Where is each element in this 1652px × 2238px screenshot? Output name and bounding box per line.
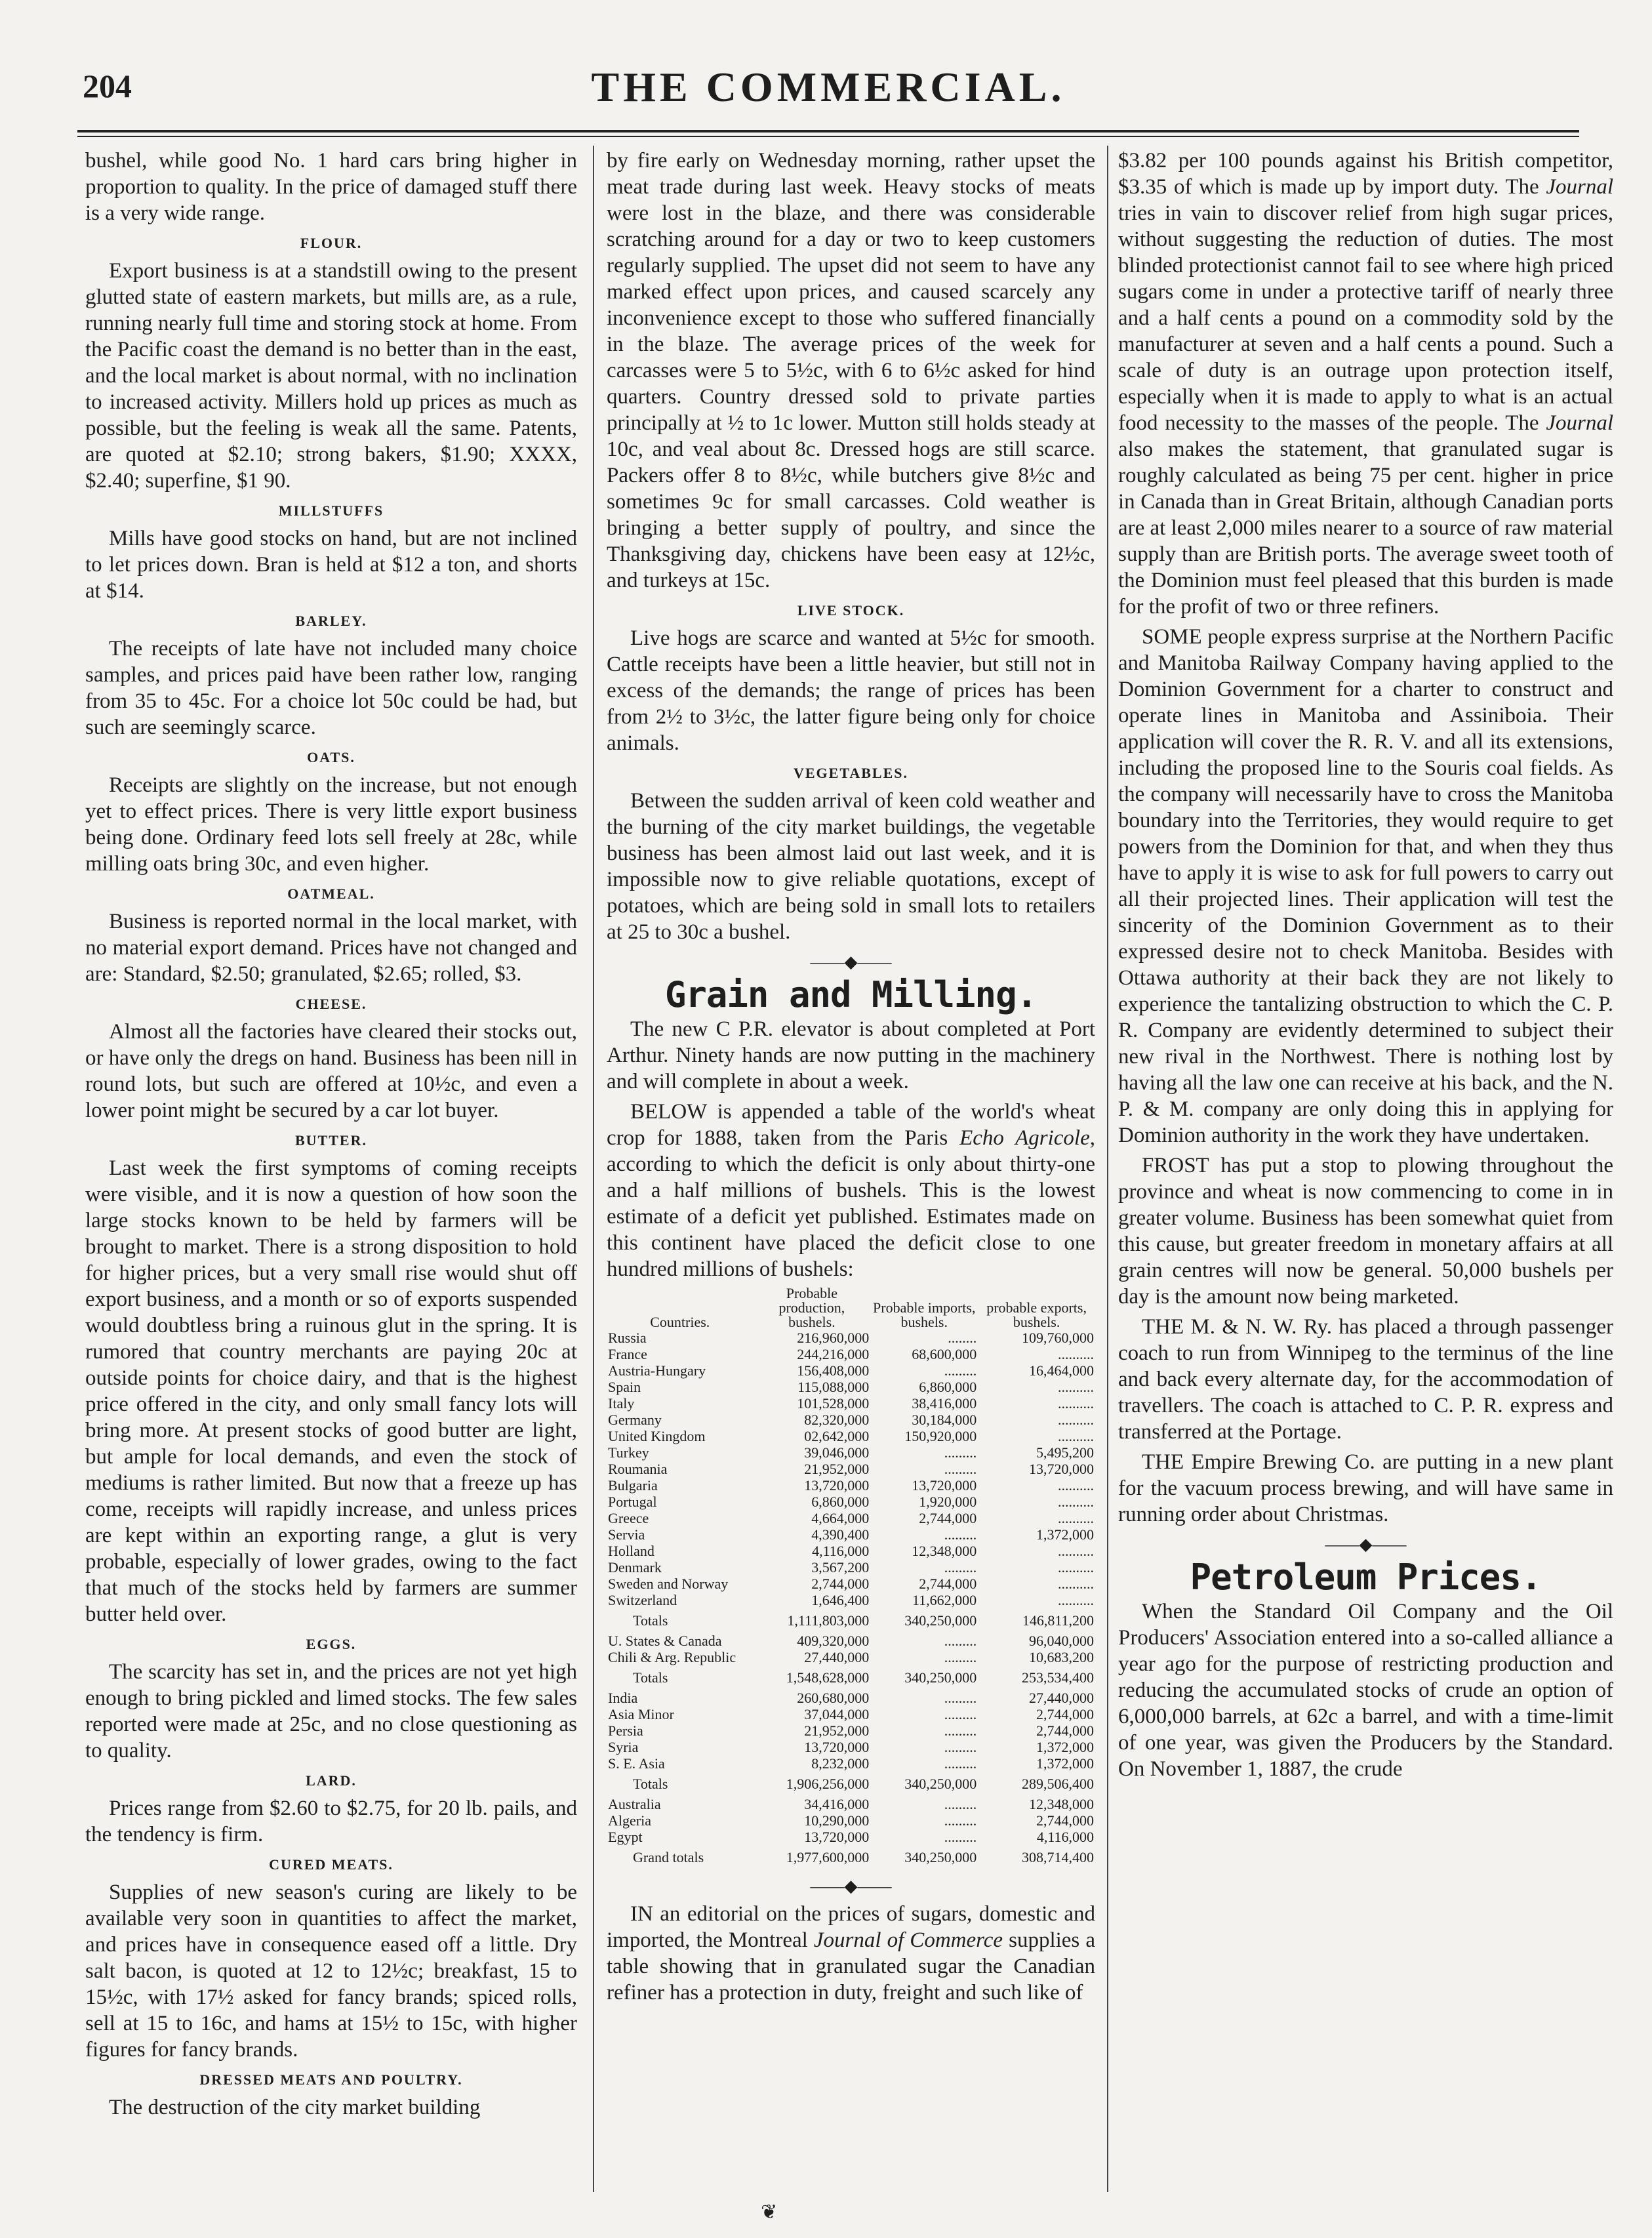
value-cell: 2,744,000: [919, 1576, 977, 1592]
header-rule-thick: [77, 130, 1579, 132]
value-cell: 6,860,000: [919, 1379, 977, 1395]
text-run: $3.82 per 100 pounds against his British competitor, $3.35 of which is made up by import duty. The: [1118, 149, 1613, 199]
paragraph: Prices range from $2.60 to $2.75, for 20 lb. pails, and the tendency is firm.: [85, 1797, 577, 1846]
value-cell: ..........: [1058, 1395, 1094, 1412]
country-cell: France: [608, 1346, 647, 1362]
country-cell: Portugal: [608, 1494, 657, 1510]
column-header: Probable imports, bushels.: [873, 1299, 976, 1330]
value-cell: 38,416,000: [912, 1395, 977, 1412]
country-cell: Egypt: [608, 1829, 643, 1845]
table-row: [607, 1428, 1095, 1444]
section-heading: LIVE STOCK.: [797, 602, 905, 619]
section-heading: LARD.: [306, 1772, 357, 1789]
table-row: [607, 1510, 1095, 1526]
value-cell: 13,720,000: [804, 1477, 870, 1494]
value-cell: 409,320,000: [797, 1633, 870, 1649]
table-header-row: [607, 1286, 1095, 1330]
paragraph: Mills have good stocks on hand, but are not inclined to let prices down. Bran is held at $12 a ton, and shorts at $14.: [85, 527, 577, 603]
column-divider: [1107, 146, 1108, 2192]
text-run: tries in vain to discover relief from high sugar prices, without suggesting the reduction of duties. The most blinded protectionist cannot fail to see where high priced sugars come in under a protective tariff of nearly three and a half cents a pound on a commodity sold by the manufacturer at seven and a half cents a pound. Such a scale of duty is an outrage upon protection itself, especially when it is made to apply to what is an actual food necessity to the masses of the people. The: [1118, 201, 1613, 435]
header-rule-thin: [77, 136, 1579, 137]
table-row: [607, 1346, 1095, 1362]
value-cell: 21,952,000: [804, 1722, 870, 1739]
country-cell: Holland: [608, 1543, 655, 1559]
value-cell: 1,111,803,000: [787, 1612, 870, 1629]
value-cell: 34,416,000: [804, 1796, 870, 1812]
value-cell: 12,348,000: [1029, 1796, 1094, 1812]
column-2: [607, 148, 1095, 2201]
table-row: [607, 1690, 1095, 1706]
country-cell: Bulgaria: [608, 1477, 658, 1494]
section-heading: CURED MEATS.: [269, 1856, 393, 1873]
value-cell: 156,408,000: [797, 1362, 870, 1379]
value-cell: 82,320,000: [804, 1412, 870, 1428]
text-run: also makes the statement, that granulated sugar is roughly calculated as being 75 per cent. higher in price in Canada than in Great Britain, although Canadian ports are at least 2,000 miles nearer to a source of raw material supply than are British ports. The average sweet tooth of the Dominion must feel pleased that this burden is made for the profit of two or three refiners.: [1118, 437, 1613, 619]
petroleum-prices-title: Petroleum Prices.: [1190, 1556, 1542, 1598]
printer-mark: ❦: [761, 2201, 778, 2223]
totals-row: [607, 1772, 1095, 1796]
text-run: an editorial on the prices of sugars, domestic and imported, the Montreal: [607, 1902, 1095, 1952]
paragraph: Almost all the factories have cleared their stocks out, or have only the dregs on hand. Business has been nill in round lots, but such are offered at 10½c, and even a lower point might be secured by a car lot buyer.: [85, 1020, 577, 1122]
page-number: 204: [83, 68, 132, 104]
table-row: [607, 1576, 1095, 1592]
italic-run: Journal of Commerce: [813, 1928, 1003, 1952]
column-1: [85, 148, 577, 2201]
country-cell: Roumania: [608, 1461, 668, 1477]
value-cell: 1,920,000: [919, 1494, 977, 1510]
paragraph: Last week the first symptoms of coming receipts were visible, and it is now a question of how soon the large stocks known to be held by farmers will be brought to market. There is a strong disposition to hold for higher prices, but a very small rise would shut off export business, and a month or so of exports suspended would doubtless bring a ruinous glut in the spring. It is rumored that country merchants are paying 20c at outside points for choice dairy, and that is the highest price offered in the city, and only small fancy lots will bring more. At present stocks of good butter are light, but ample for local demands, and even the stock of mediums is rather limited. But now that a freeze up has come, receipts will rapidly increase, and unless prices are kept within an exporting range, a glut is very probable, especially of lower grades, owing to the fact that much of the stocks held by farmers are summer butter held over.: [85, 1156, 577, 1626]
value-cell: ..........: [1058, 1494, 1094, 1510]
value-cell: 4,116,000: [812, 1543, 870, 1559]
text-run: people express surprise at the Northern Pacific and Manitoba Railway Company having applied to the Dominion Government for a charter to construct and operate lines in Manitoba and Assiniboia. Their application will cover the R. R. V. and all its extensions, including the proposed line to the Souris coal fields. As the company will necessarily have to cross the Manitoba boundary into the Territories, they would require to get powers from the Dominion for that, and when they thus have to apply it is wise to ask for full powers to carry out all their projected lines. Their application will test the sincerity of the Dominion Government as to their expressed desire not to check Manitoba. Besides with Ottawa authority at their back they are not likely to experience the tantalizing obstruction to which the C. P. R. Company are evidently determined to subject their new rival in the Northwest. There is nothing lost by having all the law one can receive at his back, and the N. P. & M. company are only doing this in applying for Dominion authority in the work they have undertaken.: [1118, 625, 1613, 1147]
value-cell: 109,760,000: [1022, 1330, 1094, 1346]
wheat-crop-table: [607, 1286, 1095, 1869]
value-cell: 96,040,000: [1029, 1633, 1094, 1649]
country-cell: Syria: [608, 1739, 639, 1755]
country-cell: Germany: [608, 1412, 662, 1428]
value-cell: 27,440,000: [1029, 1690, 1094, 1706]
country-cell: Totals: [633, 1612, 668, 1629]
value-cell: 308,714,400: [1022, 1849, 1094, 1865]
table-row: [607, 1706, 1095, 1722]
value-cell: 10,290,000: [804, 1812, 870, 1829]
text-run: , according to which the deficit is only about thirty-one and a half millions of bushels. This is the lowest estimate of a deficit yet published. Estimates made on this continent have placed the deficit close to one hundred millions of bushels:: [607, 1126, 1095, 1281]
value-cell: 340,250,000: [904, 1849, 977, 1865]
lead-word: THE: [1142, 1315, 1184, 1339]
country-cell: Totals: [633, 1776, 668, 1792]
ornament-divider: ——◆——: [810, 1877, 892, 1896]
section-heading: CHEESE.: [295, 996, 367, 1012]
value-cell: 289,506,400: [1022, 1776, 1094, 1792]
paragraph: [607, 1099, 1095, 1282]
table-row: [607, 1477, 1095, 1494]
value-cell: 2,744,000: [1036, 1812, 1094, 1829]
country-cell: Sweden and Norway: [608, 1576, 729, 1592]
table-row: [607, 1649, 1095, 1665]
lead-word: BELOW: [630, 1100, 708, 1124]
lead-word: THE: [1142, 1450, 1184, 1474]
value-cell: 5,495,200: [1036, 1444, 1094, 1461]
value-cell: 10,683,200: [1029, 1649, 1094, 1665]
value-cell: 27,440,000: [804, 1649, 870, 1665]
country-cell: U. States & Canada: [608, 1633, 722, 1649]
value-cell: ..........: [1058, 1592, 1094, 1608]
value-cell: 150,920,000: [904, 1428, 977, 1444]
value-cell: 2,744,000: [919, 1510, 977, 1526]
value-cell: 39,046,000: [804, 1444, 870, 1461]
text-run: M. & N. W. Ry. has placed a through passenger coach to run from Winnipeg to the terminus of the line and back every alternate day, for the accommodation of travellers. The coach is attached to C. P. R. express and transferred at the Portage.: [1118, 1315, 1613, 1444]
paragraph: The destruction of the city market building: [109, 2096, 481, 2119]
table-row: [607, 1829, 1095, 1845]
italic-run: Journal: [1546, 411, 1613, 435]
totals-row: [607, 1608, 1095, 1633]
value-cell: ..........: [1058, 1346, 1094, 1362]
value-cell: ..........: [1058, 1510, 1094, 1526]
column-3: [1118, 148, 1613, 2201]
value-cell: .........: [944, 1739, 977, 1755]
country-cell: Spain: [608, 1379, 641, 1395]
value-cell: 1,977,600,000: [786, 1849, 870, 1865]
totals-row: [607, 1665, 1095, 1690]
value-cell: .........: [944, 1755, 977, 1772]
paragraph: When the Standard Oil Company and the Oil Producers' Association entered into a so-called alliance a year ago for the purpose of restricting production and reducing the accumulated stocks of crude an option of 6,000,000 barrels, at 62c a barrel, and with a time-limit of one year, was given the Producers by the Standard. On November 1, 1887, the crude: [1118, 1600, 1613, 1781]
table-row: [607, 1559, 1095, 1576]
country-cell: Grand totals: [633, 1849, 704, 1865]
country-cell: Servia: [608, 1526, 645, 1543]
value-cell: 1,548,628,000: [786, 1669, 870, 1686]
section-heading: FLOUR.: [300, 235, 363, 251]
value-cell: ..........: [1058, 1477, 1094, 1494]
paragraph: [607, 1901, 1095, 2006]
table-row: [607, 1722, 1095, 1739]
value-cell: .........: [944, 1722, 977, 1739]
text-run: has put a stop to plowing throughout the province and wheat is now commencing to come in in greater volume. Business has been somewhat quiet from this cause, but greater freedom in monetary affairs at all grain centres will now be general. 50,000 bushels per day is the amount now being marketed.: [1118, 1154, 1613, 1309]
table-row: [607, 1526, 1095, 1543]
table-row: [607, 1494, 1095, 1510]
section-heading: OATMEAL.: [287, 885, 375, 902]
value-cell: 253,534,400: [1022, 1669, 1094, 1686]
column-header: Probable production, bushels.: [778, 1285, 845, 1330]
value-cell: 13,720,000: [912, 1477, 977, 1494]
paragraph: [1118, 1314, 1613, 1445]
lead-word: IN: [630, 1902, 653, 1926]
table-row: [607, 1412, 1095, 1428]
value-cell: 1,372,000: [1036, 1755, 1094, 1772]
value-cell: 146,811,200: [1022, 1612, 1094, 1629]
value-cell: 02,642,000: [804, 1428, 870, 1444]
lead-word: SOME: [1142, 625, 1202, 649]
value-cell: 244,216,000: [797, 1346, 870, 1362]
country-cell: Algeria: [608, 1812, 651, 1829]
table-row: [607, 1444, 1095, 1461]
value-cell: 13,720,000: [1029, 1461, 1094, 1477]
value-cell: 68,600,000: [912, 1346, 977, 1362]
paragraph: The receipts of late have not included many choice samples, and prices paid have been rather low, ranging from 35 to 45c. For a choice lot 50c could be had, but such are seemingly scarce.: [85, 637, 577, 739]
country-cell: S. E. Asia: [608, 1755, 665, 1772]
country-cell: Russia: [608, 1330, 647, 1346]
value-cell: ........: [948, 1330, 977, 1346]
value-cell: 1,906,256,000: [786, 1776, 870, 1792]
country-cell: Turkey: [608, 1444, 649, 1461]
country-cell: Totals: [633, 1669, 668, 1686]
value-cell: .........: [944, 1461, 977, 1477]
value-cell: 4,664,000: [811, 1510, 870, 1526]
paragraph: Export business is at a standstill owing to the present glutted state of eastern markets, but mills are, as a rule, running nearly full time and storing stock at home. From the Pacific coast the demand is no better than in the east, and the local market is about normal, with no inclination to increased activity. Millers hold up prices as much as possible, but the feeling is weak all the same. Patents, are quoted at $2.10; strong bakers, $1.90; XXXX, $2.40; superfine, $1 90.: [85, 259, 577, 493]
value-cell: 1,372,000: [1036, 1739, 1094, 1755]
paragraph: [1118, 1152, 1613, 1310]
value-cell: 13,720,000: [804, 1829, 870, 1845]
value-cell: 216,960,000: [797, 1330, 870, 1346]
value-cell: .........: [944, 1706, 977, 1722]
table-row: [607, 1543, 1095, 1559]
table-row: [607, 1812, 1095, 1829]
country-cell: India: [608, 1690, 638, 1706]
country-cell: United Kingdom: [608, 1428, 706, 1444]
value-cell: 340,250,000: [904, 1669, 977, 1686]
paragraph: Receipts are slightly on the increase, but not enough yet to effect prices. There is very little export business being done. Ordinary feed lots sell freely at 28c, while milling oats bring 30c, and even higher.: [85, 773, 577, 876]
value-cell: 3,567,200: [811, 1559, 870, 1576]
value-cell: .........: [944, 1690, 977, 1706]
column-header: Countries.: [650, 1314, 710, 1330]
value-cell: 115,088,000: [797, 1379, 870, 1395]
paragraph: [1118, 148, 1613, 620]
lead-word: FROST: [1142, 1154, 1209, 1177]
value-cell: 260,680,000: [797, 1690, 870, 1706]
country-cell: Austria-Hungary: [608, 1362, 706, 1379]
value-cell: 12,348,000: [912, 1543, 977, 1559]
italic-run: Echo Agricole: [959, 1126, 1090, 1150]
column-divider: [593, 146, 594, 2192]
paragraph: The scarcity has set in, and the prices are not yet high enough to bring pickled and limed stocks. The few sales reported were made at 25c, and no close questioning as to quality.: [85, 1660, 577, 1762]
table-row: [607, 1362, 1095, 1379]
table-row: [607, 1330, 1095, 1346]
table-row: [607, 1395, 1095, 1412]
value-cell: 4,116,000: [1036, 1829, 1094, 1845]
text-run: supplies a table showing that in granulated sugar the Canadian refiner has a protection in duty, freight and such like of: [607, 1928, 1095, 2004]
section-heading: OATS.: [307, 749, 355, 765]
value-cell: 4,390,400: [811, 1526, 870, 1543]
country-cell: Asia Minor: [608, 1706, 674, 1722]
value-cell: ..........: [1058, 1559, 1094, 1576]
value-cell: ..........: [1058, 1412, 1094, 1428]
value-cell: 13,720,000: [804, 1739, 870, 1755]
grain-milling-title: Grain and Milling.: [664, 974, 1038, 1015]
value-cell: 8,232,000: [811, 1755, 870, 1772]
paragraph: bushel, while good No. 1 hard cars bring higher in proportion to quality. In the price of damaged stuff there is a very wide range.: [85, 149, 577, 225]
value-cell: 1,646,400: [811, 1592, 870, 1608]
table-row: [607, 1592, 1095, 1608]
country-cell: Italy: [608, 1395, 635, 1412]
text-run: is appended a table of the world's wheat crop for 1888, taken from the Paris: [607, 1100, 1095, 1150]
italic-run: Journal: [1546, 175, 1613, 199]
section-heading: EGGS.: [306, 1636, 357, 1652]
paragraph: [1118, 1449, 1613, 1528]
value-cell: ..........: [1058, 1576, 1094, 1592]
section-heading: BARLEY.: [295, 613, 367, 629]
value-cell: 101,528,000: [797, 1395, 870, 1412]
value-cell: 21,952,000: [804, 1461, 870, 1477]
value-cell: 2,744,000: [1036, 1706, 1094, 1722]
table-row: [607, 1461, 1095, 1477]
paragraph: Live hogs are scarce and wanted at 5½c for smooth. Cattle receipts have been a little heavier, but still not in excess of the demands; the range of prices has been from 2½ to 3½c, the latter figure being only for choice animals.: [607, 626, 1095, 755]
value-cell: 340,250,000: [904, 1612, 977, 1629]
value-cell: .........: [944, 1633, 977, 1649]
paragraph: The new C P.R. elevator is about completed at Port Arthur. Ninety hands are now putting in the machinery and will complete in about a week.: [607, 1017, 1095, 1093]
paragraph: by fire early on Wednesday morning, rather upset the meat trade during last week. Heavy stocks of meats were lost in the blaze, and there was considerable scratching around for a day or two to keep customers regularly supplied. The upset did not seem to have any marked effect upon prices, and caused scarcely any inconvenience except to those who suffered financially in the blaze. The average prices of the week for carcasses were 5 to 5½c, with 6 to 6½c asked for hind quarters. Country dressed sold to private parties principally at ½ to 1c lower. Mutton still holds steady at 10c, and veal about 8c. Dressed hogs are still scarce. Packers offer 8 to 8½c, while butchers give 8½c and sometimes 9c for small carcasses. Cold weather is bringing a better supply of poultry, and since the Thanksgiving day, chickens have been easy at 12½c, and turkeys at 15c.: [607, 149, 1095, 592]
country-cell: Australia: [608, 1796, 661, 1812]
value-cell: .........: [944, 1649, 977, 1665]
totals-row: [607, 1845, 1095, 1869]
value-cell: .........: [944, 1829, 977, 1845]
value-cell: ..........: [1058, 1428, 1094, 1444]
text-run: Empire Brewing Co. are putting in a new plant for the vacuum process brewing, and will have same in running order about Christmas.: [1118, 1450, 1613, 1526]
value-cell: 30,184,000: [912, 1412, 977, 1428]
paragraph: Between the sudden arrival of keen cold weather and the burning of the city market buildings, the vegetable business has been almost laid out last week, and it is impossible now to give reliable quotations, except of potatoes, which are being sold in small lots to retailers at 25 to 30c a bushel.: [607, 789, 1095, 944]
value-cell: 340,250,000: [904, 1776, 977, 1792]
table-row: [607, 1796, 1095, 1812]
table-row: [607, 1755, 1095, 1772]
value-cell: 11,662,000: [912, 1592, 977, 1608]
value-cell: .........: [944, 1559, 977, 1576]
table-row: [607, 1633, 1095, 1649]
value-cell: .........: [944, 1812, 977, 1829]
country-cell: Denmark: [608, 1559, 662, 1576]
value-cell: 37,044,000: [804, 1706, 870, 1722]
country-cell: Persia: [608, 1722, 643, 1739]
value-cell: 2,744,000: [811, 1576, 870, 1592]
value-cell: 1,372,000: [1036, 1526, 1094, 1543]
paragraph: Supplies of new season's curing are likely to be available very soon in quantities to affect the market, and prices have in consequence eased off a little. Dry salt bacon, is quoted at 12 to 12½c; breakfast, 15 to 15½c, with 17½ asked for fancy brands; spiced rolls, sell at 15 to 16c, and hams at 15½ to 15c, with higher figures for fancy brands.: [85, 1881, 577, 2062]
paragraph: [1118, 624, 1613, 1149]
section-heading: BUTTER.: [295, 1132, 367, 1149]
value-cell: .........: [944, 1796, 977, 1812]
table-row: [607, 1379, 1095, 1395]
value-cell: 2,744,000: [1036, 1722, 1094, 1739]
value-cell: .........: [944, 1526, 977, 1543]
value-cell: 6,860,000: [811, 1494, 870, 1510]
value-cell: 16,464,000: [1029, 1362, 1094, 1379]
country-cell: Chili & Arg. Republic: [608, 1649, 736, 1665]
section-heading: VEGETABLES.: [793, 765, 909, 781]
ornament-divider: ——◆——: [1325, 1535, 1407, 1554]
value-cell: ..........: [1058, 1379, 1094, 1395]
value-cell: ..........: [1058, 1543, 1094, 1559]
country-cell: Greece: [608, 1510, 649, 1526]
column-header: probable exports, bushels.: [986, 1299, 1087, 1330]
section-heading: MILLSTUFFS: [278, 502, 384, 519]
table-row: [607, 1739, 1095, 1755]
page-header: [77, 63, 1579, 135]
value-cell: .........: [944, 1362, 977, 1379]
paragraph: Business is reported normal in the local market, with no material export demand. Prices have not changed and are: Standard, $2.50; granulated, $2.65; rolled, $3.: [85, 910, 577, 986]
masthead-title: THE COMMERCIAL.: [591, 64, 1066, 110]
country-cell: Switzerland: [608, 1592, 677, 1608]
section-heading: DRESSED MEATS AND POULTRY.: [199, 2071, 463, 2088]
value-cell: .........: [944, 1444, 977, 1461]
ornament-divider: ——◆——: [810, 952, 892, 971]
